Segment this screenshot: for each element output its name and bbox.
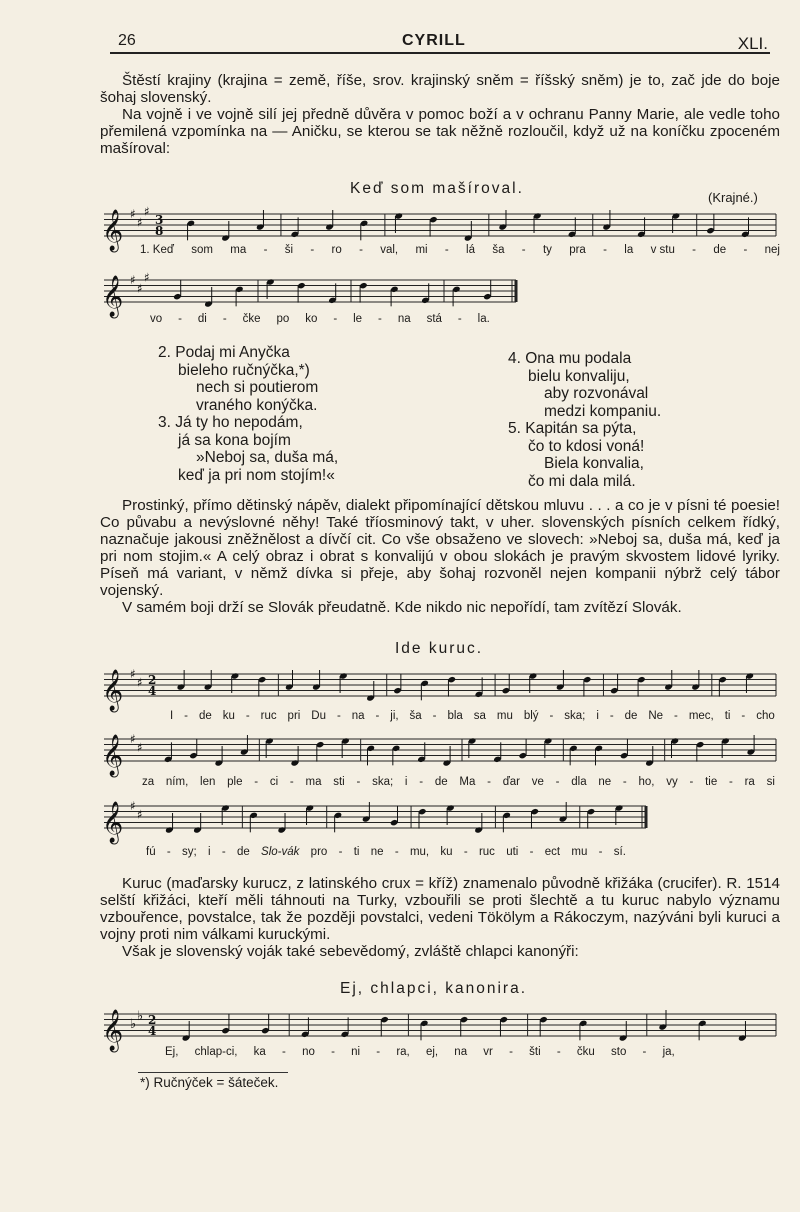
- song1-region: (Krajné.): [708, 190, 758, 205]
- running-title: CYRILL: [402, 32, 466, 49]
- time-signature-bottom: 8: [155, 224, 164, 238]
- treble-clef: 𝄞: [102, 735, 124, 776]
- lyric-syllable: -: [394, 846, 399, 858]
- lyric-syllable: za: [142, 776, 155, 788]
- lyric-syllable: ma: [305, 776, 322, 788]
- lyric-syllable: chlap-ci,: [194, 1046, 238, 1058]
- lyric-syllable: -: [689, 776, 694, 788]
- verse-3-line-3: »Neboj sa, duša má,: [196, 449, 339, 466]
- song2-lyrics-line-3: [146, 846, 626, 862]
- header-rule: [110, 52, 770, 54]
- lyric-syllable: ect: [544, 846, 561, 858]
- key-signature-sharp: ♯: [144, 204, 150, 219]
- lyric-syllable: -: [598, 846, 603, 858]
- lyric-syllable: -: [166, 846, 171, 858]
- lyric-syllable: -: [338, 846, 343, 858]
- treble-clef: 𝄞: [102, 670, 124, 711]
- lyric-syllable: po: [276, 313, 290, 325]
- lyric-syllable: -: [375, 710, 380, 722]
- key-signature-sharp: ♯: [137, 215, 143, 230]
- lyric-syllable: I: [170, 710, 174, 722]
- lyric-syllable: Ne: [648, 710, 664, 722]
- lyric-syllable: -: [333, 313, 338, 325]
- lyric-syllable: dla: [571, 776, 587, 788]
- lyric-syllable: -: [359, 244, 363, 256]
- lyric-syllable: -: [529, 846, 534, 858]
- lyric-syllable: le: [353, 313, 363, 325]
- key-signature-sharp: ♯: [137, 281, 143, 296]
- song1-verses-right: [508, 350, 661, 490]
- lyric-syllable: -: [178, 313, 182, 325]
- key-signature-sharp: ♯: [130, 667, 136, 681]
- lyric-syllable: -: [509, 1046, 513, 1058]
- lyric-syllable: ku: [222, 710, 235, 722]
- lyric-syllable: ho,: [638, 776, 655, 788]
- lyric-syllable: bla: [447, 710, 463, 722]
- lyric-syllable: ko: [305, 313, 318, 325]
- commentary-text: [100, 497, 780, 616]
- lyric-syllable: na: [454, 1046, 468, 1058]
- lyric-syllable: -: [521, 244, 526, 256]
- page-header: [110, 30, 770, 54]
- intro-text: [100, 72, 780, 157]
- lyric-syllable: len: [200, 776, 216, 788]
- key-signature-sharp: ♯: [144, 270, 150, 285]
- treble-clef: 𝄞: [102, 1010, 124, 1051]
- lyric-syllable: mu: [496, 710, 513, 722]
- lyric-syllable: de: [434, 776, 448, 788]
- lyric-syllable: mi: [415, 244, 428, 256]
- lyric-syllable: ra: [744, 776, 755, 788]
- lyric-syllable: v stu: [650, 244, 675, 256]
- lyric-syllable: de: [624, 710, 638, 722]
- lyric-syllable: vo: [150, 313, 163, 325]
- lyric-syllable: no: [302, 1046, 315, 1058]
- lyric-syllable: čku: [576, 1046, 595, 1058]
- lyric-syllable: ka: [253, 1046, 266, 1058]
- lyric-syllable: fú: [146, 846, 156, 858]
- lyric-syllable: ra,: [396, 1046, 410, 1058]
- lyric-syllable: de: [198, 710, 212, 722]
- time-signature-bottom: 4: [148, 1024, 157, 1038]
- lyric-syllable: Du: [311, 710, 326, 722]
- verse-5-line-3: Biela konvalia,: [544, 455, 644, 472]
- lyric-syllable: -: [692, 244, 697, 256]
- lyric-syllable: vy: [666, 776, 678, 788]
- song2-lyrics-line-2: [142, 776, 775, 792]
- lyric-syllable: stá: [426, 313, 442, 325]
- lyric-syllable: -: [729, 776, 733, 788]
- lyric-syllable: i: [596, 710, 599, 722]
- song2-lyrics-line-1: [170, 710, 775, 726]
- lyric-syllable: sa: [473, 710, 486, 722]
- lyric-syllable: vr: [483, 1046, 493, 1058]
- lyric-syllable: na: [351, 710, 365, 722]
- treble-clef: 𝄞: [102, 276, 124, 317]
- verse-3-line-2: já sa kona bojím: [178, 431, 291, 449]
- key-signature-sharp: ♯: [137, 675, 143, 690]
- lyric-syllable: sti: [333, 776, 345, 788]
- lyric-syllable: ša: [492, 244, 505, 256]
- lyric-syllable: ple: [227, 776, 243, 788]
- lyric-syllable: -: [419, 776, 424, 788]
- song2-staff-3: [100, 792, 650, 852]
- lyric-syllable: -: [331, 1046, 335, 1058]
- page-number: 26: [118, 32, 136, 49]
- lyric-syllable: -: [336, 710, 341, 722]
- lyric-syllable: ci: [269, 776, 279, 788]
- verse-5-line-2: čo to kdosi voná!: [528, 437, 645, 455]
- lyric-syllable: ruc: [260, 710, 277, 722]
- time-signature-top: 2: [148, 1013, 157, 1027]
- verse-5-line-4: čo mi dala milá.: [528, 472, 636, 490]
- lyric-syllable: ním,: [165, 776, 189, 788]
- lyric-syllable: de: [236, 846, 250, 858]
- key-signature-flat: ♭: [137, 1008, 144, 1024]
- lyric-syllable: di: [197, 313, 207, 325]
- lyric-syllable: la.: [477, 313, 490, 325]
- song1-title: Keď som mašíroval.: [350, 180, 524, 197]
- lyric-syllable: -: [457, 313, 462, 325]
- lyric-syllable: Ma: [459, 776, 476, 788]
- time-signature-top: 2: [148, 673, 157, 687]
- lyric-syllable: -: [356, 776, 361, 788]
- lyric-syllable: Slo-vák: [261, 846, 300, 858]
- lyric-syllable: -: [555, 776, 560, 788]
- lyric-syllable: -: [603, 244, 607, 256]
- lyric-syllable: -: [184, 710, 188, 722]
- lyric-syllable: -: [743, 244, 748, 256]
- lyric-syllable: i: [207, 846, 211, 858]
- lyric-syllable: sí.: [613, 846, 626, 858]
- verse-2-line-4: vraného konýčka.: [196, 396, 318, 414]
- key-signature-sharp: ♯: [137, 740, 143, 755]
- lyric-syllable: -: [609, 710, 614, 722]
- lyric-syllable: 1. Keď: [140, 244, 174, 256]
- lyric-syllable: val,: [380, 244, 399, 256]
- lyric-syllable: nej: [764, 244, 780, 256]
- key-signature-sharp: ♯: [130, 799, 136, 813]
- verse-4-line-3: aby rozvonával: [544, 385, 649, 402]
- lyric-syllable: -: [222, 313, 227, 325]
- kuruc-explanation: [100, 875, 780, 960]
- lyric-syllable: -: [245, 710, 250, 722]
- treble-clef: 𝄞: [102, 210, 124, 251]
- lyric-syllable: ša: [409, 710, 422, 722]
- lyric-syllable: i: [404, 776, 408, 788]
- lyric-syllable: mec,: [688, 710, 714, 722]
- lyric-syllable: ruc: [478, 846, 495, 858]
- lyric-syllable: ja,: [662, 1046, 675, 1058]
- lyric-syllable: -: [221, 846, 226, 858]
- lyric-syllable: ji,: [390, 710, 399, 722]
- lyric-syllable: ma: [230, 244, 247, 256]
- song1-lyrics-line-1: [140, 244, 780, 260]
- lyric-syllable: ska;: [372, 776, 394, 788]
- lyric-syllable: -: [376, 1046, 381, 1058]
- verse-2-line-3: nech si poutierom: [196, 379, 319, 396]
- lyric-syllable: -: [741, 710, 746, 722]
- lyric-syllable: pro: [310, 846, 328, 858]
- lyric-syllable: la: [624, 244, 634, 256]
- lyric-syllable: -: [263, 244, 268, 256]
- song2-title: Ide kuruc.: [395, 640, 484, 657]
- lyric-syllable: Ej,: [165, 1046, 179, 1058]
- lyric-syllable: -: [289, 776, 294, 788]
- lyric-syllable: ku: [440, 846, 453, 858]
- lyric-syllable: mu: [571, 846, 588, 858]
- lyric-syllable: ej,: [425, 1046, 439, 1058]
- lyric-syllable: si: [766, 776, 775, 788]
- lyric-syllable: ti: [353, 846, 360, 858]
- footnote: *) Ručnýček = šáteček.: [140, 1075, 279, 1090]
- lyric-syllable: som: [191, 244, 213, 256]
- lyric-syllable: lá: [466, 244, 475, 256]
- lyric-syllable: -: [622, 776, 627, 788]
- lyric-syllable: de: [713, 244, 727, 256]
- verse-4-line-1: 4. Ona mu podala: [508, 350, 632, 367]
- lyric-syllable: uti: [506, 846, 519, 858]
- song3-lyrics-line-1: [165, 1046, 675, 1062]
- lyric-syllable: šti: [529, 1046, 541, 1058]
- lyric-syllable: -: [444, 244, 449, 256]
- lyric-syllable: ši: [284, 244, 294, 256]
- closing-paragraph-2: Však je slovenský voják také sebevědomý, zvláště chlapci kanonýři:: [122, 943, 579, 960]
- lyric-syllable: na: [397, 313, 411, 325]
- lyric-syllable: -: [642, 1046, 647, 1058]
- song1-lyrics-line-2: [150, 313, 490, 329]
- footnote-rule: [138, 1072, 288, 1073]
- time-signature-bottom: 4: [148, 684, 157, 698]
- lyric-syllable: tie: [705, 776, 718, 788]
- closing-paragraph-1: Kuruc (maďarsky kurucz, z latinského crux = kříž) znamenalo původně křižáka (crucifer). R. 1514 selští křižáci, kteří měli táhnouti na Turky, vzbouřili se proti šlechtě a tu kuruc nabylo významu vzbouřence, povstalce, tak že později povstalci, vedeni Tökölym a Rákoczym, nazýváni byli kuruci a vojny proti nim válkami kuruckými.: [100, 875, 780, 943]
- lyric-syllable: -: [487, 776, 491, 788]
- intro-paragraph-1: Štěstí krajiny (krajina = země, říše, srov. krajinský sněm = říšský sněm) je to, zač jde do boje šohaj slovenský.: [100, 72, 780, 106]
- lyric-syllable: ve: [531, 776, 544, 788]
- verse-2-line-2: bieleho ručnýčka,*): [178, 361, 310, 379]
- lyric-syllable: -: [674, 710, 678, 722]
- lyric-syllable: -: [549, 710, 554, 722]
- song1-verses-left: [158, 344, 338, 484]
- key-signature-sharp: ♯: [130, 273, 136, 287]
- chapter-number: XLI.: [737, 34, 768, 53]
- intro-paragraph-2: Na vojně i ve vojně silí jej předně důvěra v pomoc boží a v ochranu Panny Marie, ale vedle toho přemilená vzpomínka na — Aničku, se kterou se tak něžně rozloučil, když už na koníčku zpoceném mašíroval:: [100, 106, 780, 157]
- verse-4-line-2: bielu konvaliju,: [528, 367, 630, 385]
- verse-2-line-1: 2. Podaj mi Anyčka: [158, 344, 290, 361]
- lyric-syllable: ro: [331, 244, 342, 256]
- lyric-syllable: cho: [756, 710, 775, 722]
- lyric-syllable: sto: [611, 1046, 627, 1058]
- lyric-syllable: -: [282, 1046, 286, 1058]
- lyric-syllable: ďar: [502, 776, 520, 788]
- lyric-syllable: blý: [523, 710, 539, 722]
- lyric-syllable: -: [556, 1046, 561, 1058]
- verse-5-line-1: 5. Kapitán sa pýta,: [508, 420, 637, 437]
- commentary-paragraph-2: V samém boji drží se Slovák přeudatně. Kde nikdo nic nepořídí, tam zvítězí Slovák.: [122, 599, 682, 616]
- lyric-syllable: ty: [542, 244, 552, 256]
- lyric-syllable: ti: [724, 710, 731, 722]
- key-signature-sharp: ♯: [130, 732, 136, 746]
- lyric-syllable: mu,: [409, 846, 430, 858]
- lyric-syllable: čke: [242, 313, 261, 325]
- lyric-syllable: ni: [351, 1046, 361, 1058]
- lyric-syllable: -: [432, 710, 437, 722]
- lyric-syllable: -: [310, 244, 315, 256]
- treble-clef: 𝄞: [102, 802, 124, 843]
- lyric-syllable: pra: [569, 244, 586, 256]
- commentary-paragraph-1: Prostinký, přímo dětinský nápěv, dialekt připomínající dětskou mluvu . . . a co je v písni té poesie! Co půvabu a nevýslovné něhy! Také tříosminový takt, v uher. slovenských písních celkem řídký, naznačuje jakousi zněžnělost a dívčí cit. Co vše obsaženo ve slovech: »Neboj sa, duša má, keď ja pri nom stojim.« A celý obraz i obrat s konvalijú v obou slokách je pravým skvostem lidové lyriky. Píseň má variant, v němž dívka si přeje, aby šohaj rozvoněl nejen kompanii nýbrž celý tábor vojenský.: [100, 497, 780, 599]
- verse-4-line-4: medzi kompaniu.: [544, 402, 662, 420]
- lyric-syllable: -: [378, 313, 382, 325]
- verse-3-line-4: keď ja pri nom stojím!«: [178, 466, 335, 484]
- lyric-syllable: ne: [370, 846, 384, 858]
- verse-3-line-1: 3. Já ty ho nepodám,: [158, 414, 303, 431]
- key-signature-sharp: ♯: [130, 207, 136, 221]
- song3-title: Ej, chlapci, kanonira.: [340, 980, 528, 997]
- lyric-syllable: pri: [287, 710, 301, 722]
- lyric-syllable: ne: [598, 776, 612, 788]
- key-signature-flat: ♭: [130, 1017, 137, 1032]
- lyric-syllable: sy;: [182, 846, 197, 858]
- key-signature-sharp: ♯: [137, 807, 143, 822]
- lyric-syllable: -: [463, 846, 468, 858]
- lyric-syllable: -: [254, 776, 259, 788]
- time-signature-top: 3: [155, 213, 164, 227]
- lyric-syllable: ska;: [564, 710, 586, 722]
